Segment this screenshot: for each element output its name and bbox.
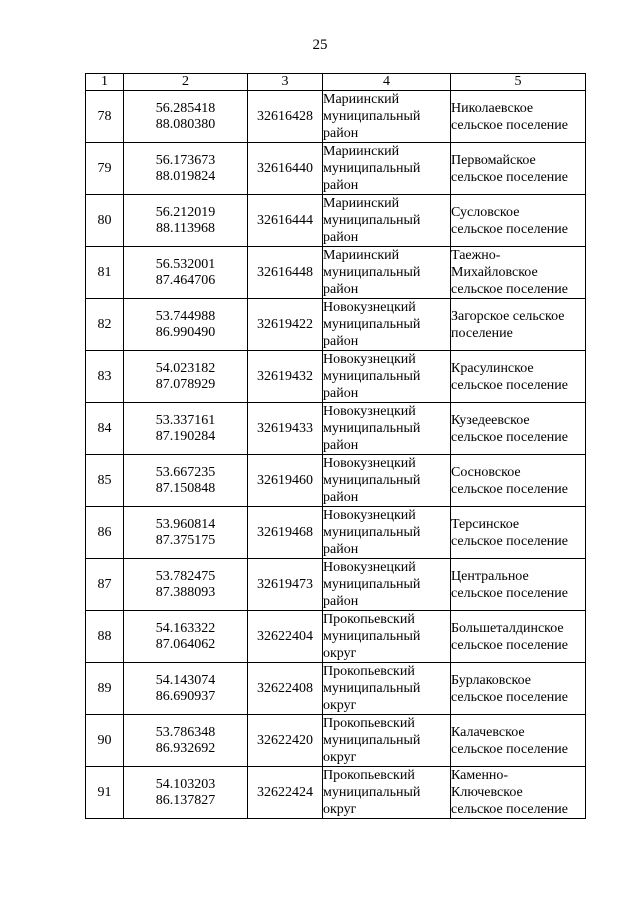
header-row xyxy=(86,74,586,91)
longitude: 87.375175 xyxy=(155,532,216,548)
municipality-line: Новокузнецкий xyxy=(323,404,416,419)
municipality-line: муниципальный xyxy=(323,161,421,176)
settlement-line: сельское поселение xyxy=(451,282,568,297)
oktmo-code-cell: 32619473 xyxy=(248,559,323,611)
municipality-line: район xyxy=(323,282,359,297)
municipality-line: муниципальный xyxy=(323,265,421,280)
settlement-line: Михайловское xyxy=(451,265,538,280)
settlement-line: Первомайское xyxy=(451,152,536,168)
municipality-cell xyxy=(323,351,451,403)
settlement-cell xyxy=(451,663,586,715)
municipality-line: Новокузнецкий xyxy=(323,560,416,575)
settlement-line: Калачевское xyxy=(451,724,525,740)
municipality-line: Прокопьевский xyxy=(323,612,415,627)
row-number-cell: 80 xyxy=(86,195,124,247)
settlement-line: Ключевское xyxy=(451,785,523,800)
municipality-line: Новокузнецкий xyxy=(323,456,416,471)
longitude: 87.388093 xyxy=(155,584,216,600)
municipality-cell xyxy=(323,663,451,715)
municipality-line: муниципальный xyxy=(323,473,421,488)
municipality-line: муниципальный xyxy=(323,109,421,124)
municipality-cell xyxy=(323,247,451,299)
municipality-line: муниципальный xyxy=(323,525,421,540)
longitude: 88.019824 xyxy=(155,168,216,184)
table-row xyxy=(86,299,586,351)
settlement-line: Кузедеевское xyxy=(451,412,530,428)
table-row xyxy=(86,143,586,195)
municipality-line: Мариинский xyxy=(323,144,400,159)
coordinates-cell xyxy=(124,611,248,663)
coordinates-cell xyxy=(124,715,248,767)
latitude: 53.782475 xyxy=(155,568,216,584)
municipality-line: Мариинский xyxy=(323,196,400,211)
settlement-line: сельское поселение xyxy=(451,429,568,445)
latitude: 54.023182 xyxy=(155,360,216,376)
municipality-cell xyxy=(323,767,451,819)
longitude: 87.078929 xyxy=(155,376,216,392)
settlement-line: сельское поселение xyxy=(451,221,568,237)
settlement-cell xyxy=(451,611,586,663)
settlement-cell xyxy=(451,507,586,559)
oktmo-code-cell: 32616448 xyxy=(248,247,323,299)
settlement-line: Центральное xyxy=(451,568,529,584)
municipality-line: район xyxy=(323,542,359,557)
settlement-line: сельское поселение xyxy=(451,377,568,393)
municipality-line: Прокопьевский xyxy=(323,664,415,679)
settlement-cell xyxy=(451,715,586,767)
row-number-cell: 86 xyxy=(86,507,124,559)
longitude: 88.080380 xyxy=(155,116,216,132)
settlement-cell xyxy=(451,767,586,819)
municipality-line: район xyxy=(323,178,359,193)
coordinates-cell xyxy=(124,143,248,195)
municipality-line: муниципальный xyxy=(323,577,421,592)
oktmo-code-cell: 32616444 xyxy=(248,195,323,247)
row-number-cell: 81 xyxy=(86,247,124,299)
municipality-line: муниципальный xyxy=(323,421,421,436)
coordinates-cell xyxy=(124,507,248,559)
latitude: 53.960814 xyxy=(155,516,216,532)
municipality-line: Прокопьевский xyxy=(323,768,415,783)
table-row xyxy=(86,507,586,559)
header-cell: 4 xyxy=(323,74,451,91)
municipality-line: муниципальный xyxy=(323,629,421,644)
coordinates-cell xyxy=(124,559,248,611)
row-number-cell: 89 xyxy=(86,663,124,715)
latitude: 53.744988 xyxy=(155,308,216,324)
oktmo-code-cell: 32622424 xyxy=(248,767,323,819)
latitude: 56.173673 xyxy=(155,152,216,168)
coordinates-cell xyxy=(124,299,248,351)
row-number-cell: 78 xyxy=(86,91,124,143)
latitude: 53.337161 xyxy=(155,412,216,428)
coordinates-cell xyxy=(124,351,248,403)
settlement-line: Каменно- xyxy=(451,768,509,783)
row-number-cell: 83 xyxy=(86,351,124,403)
settlement-line: Терсинское xyxy=(451,516,520,532)
oktmo-code-cell: 32619422 xyxy=(248,299,323,351)
municipality-line: муниципальный xyxy=(323,681,421,696)
municipality-line: Прокопьевский xyxy=(323,716,415,731)
header-cell: 5 xyxy=(451,74,586,91)
settlements-table xyxy=(85,73,586,819)
municipality-line: район xyxy=(323,230,359,245)
longitude: 86.690937 xyxy=(155,688,216,704)
municipality-line: район xyxy=(323,594,359,609)
oktmo-code-cell: 32622420 xyxy=(248,715,323,767)
settlement-cell xyxy=(451,143,586,195)
oktmo-code-cell: 32619433 xyxy=(248,403,323,455)
settlement-line: Красулинское xyxy=(451,360,534,376)
oktmo-code-cell: 32619460 xyxy=(248,455,323,507)
row-number-cell: 87 xyxy=(86,559,124,611)
latitude: 53.667235 xyxy=(155,464,216,480)
municipality-cell xyxy=(323,195,451,247)
municipality-line: район xyxy=(323,126,359,141)
municipality-line: округ xyxy=(323,750,357,765)
row-number-cell: 90 xyxy=(86,715,124,767)
settlement-line: Николаевское xyxy=(451,100,534,116)
settlement-cell xyxy=(451,195,586,247)
table-row xyxy=(86,351,586,403)
settlement-line: Таежно- xyxy=(451,248,501,263)
settlement-cell xyxy=(451,299,586,351)
settlement-line: сельское поселение xyxy=(451,117,568,133)
longitude: 86.990490 xyxy=(155,324,216,340)
municipality-line: муниципальный xyxy=(323,213,421,228)
coordinates-cell xyxy=(124,767,248,819)
settlement-line: Сосновское xyxy=(451,464,521,480)
municipality-cell xyxy=(323,91,451,143)
table-row xyxy=(86,247,586,299)
settlement-cell xyxy=(451,247,586,299)
oktmo-code-cell: 32622408 xyxy=(248,663,323,715)
settlement-line: Сусловское xyxy=(451,204,520,220)
municipality-line: муниципальный xyxy=(323,733,421,748)
settlement-line: Бурлаковское xyxy=(451,672,532,688)
header-cell: 1 xyxy=(86,74,124,91)
table-body xyxy=(86,91,586,819)
settlement-line: сельское поселение xyxy=(451,481,568,497)
settlement-line: поселение xyxy=(451,325,513,341)
municipality-cell xyxy=(323,611,451,663)
municipality-cell xyxy=(323,403,451,455)
municipality-cell xyxy=(323,715,451,767)
coordinates-cell xyxy=(124,247,248,299)
row-number-cell: 85 xyxy=(86,455,124,507)
municipality-cell xyxy=(323,299,451,351)
municipality-line: Мариинский xyxy=(323,92,400,107)
oktmo-code-cell: 32616440 xyxy=(248,143,323,195)
row-number-cell: 91 xyxy=(86,767,124,819)
coordinates-cell xyxy=(124,195,248,247)
header-cell: 3 xyxy=(248,74,323,91)
table-row xyxy=(86,559,586,611)
municipality-line: муниципальный xyxy=(323,317,421,332)
coordinates-cell xyxy=(124,403,248,455)
municipality-line: муниципальный xyxy=(323,785,421,800)
municipality-cell xyxy=(323,143,451,195)
municipality-line: муниципальный xyxy=(323,369,421,384)
settlement-line: Загорское сельское xyxy=(451,308,565,324)
table-row xyxy=(86,715,586,767)
longitude: 87.464706 xyxy=(155,272,216,288)
oktmo-code-cell: 32619468 xyxy=(248,507,323,559)
longitude: 86.932692 xyxy=(155,740,216,756)
oktmo-code-cell: 32616428 xyxy=(248,91,323,143)
settlement-line: сельское поселение xyxy=(451,689,568,705)
settlement-cell xyxy=(451,403,586,455)
latitude: 53.786348 xyxy=(155,724,216,740)
row-number-cell: 88 xyxy=(86,611,124,663)
municipality-line: Мариинский xyxy=(323,248,400,263)
municipality-line: район xyxy=(323,438,359,453)
municipality-cell xyxy=(323,507,451,559)
longitude: 86.137827 xyxy=(155,792,216,808)
settlement-line: сельское поселение xyxy=(451,802,568,817)
longitude: 87.190284 xyxy=(155,428,216,444)
municipality-cell xyxy=(323,455,451,507)
table-row xyxy=(86,455,586,507)
oktmo-code-cell: 32622404 xyxy=(248,611,323,663)
coordinates-cell xyxy=(124,91,248,143)
latitude: 54.103203 xyxy=(155,776,216,792)
table-row xyxy=(86,91,586,143)
settlement-cell xyxy=(451,91,586,143)
coordinates-cell xyxy=(124,455,248,507)
municipality-cell xyxy=(323,559,451,611)
settlement-line: Большеталдинское xyxy=(451,620,564,636)
longitude: 88.113968 xyxy=(156,220,215,236)
municipality-line: округ xyxy=(323,802,357,817)
latitude: 56.285418 xyxy=(155,100,216,116)
municipality-line: Новокузнецкий xyxy=(323,508,416,523)
latitude: 54.163322 xyxy=(155,620,216,636)
municipality-line: Новокузнецкий xyxy=(323,352,416,367)
header-cell: 2 xyxy=(124,74,248,91)
settlement-line: сельское поселение xyxy=(451,533,568,549)
page-number: 25 xyxy=(312,37,328,53)
table-row xyxy=(86,195,586,247)
municipality-line: район xyxy=(323,334,359,349)
settlement-cell xyxy=(451,351,586,403)
latitude: 56.212019 xyxy=(155,204,216,220)
table-row xyxy=(86,663,586,715)
table-row xyxy=(86,611,586,663)
row-number-cell: 82 xyxy=(86,299,124,351)
row-number-cell: 79 xyxy=(86,143,124,195)
municipality-line: Новокузнецкий xyxy=(323,300,416,315)
settlement-cell xyxy=(451,559,586,611)
settlement-line: сельское поселение xyxy=(451,741,568,757)
latitude: 56.532001 xyxy=(155,256,216,272)
table-row xyxy=(86,767,586,819)
settlement-line: сельское поселение xyxy=(451,585,568,601)
row-number-cell: 84 xyxy=(86,403,124,455)
longitude: 87.150848 xyxy=(155,480,216,496)
coordinates-cell xyxy=(124,663,248,715)
settlement-cell xyxy=(451,455,586,507)
latitude: 54.143074 xyxy=(155,672,216,688)
municipality-line: район xyxy=(323,386,359,401)
longitude: 87.064062 xyxy=(155,636,216,652)
municipality-line: район xyxy=(323,490,359,505)
settlement-line: сельское поселение xyxy=(451,169,568,185)
municipality-line: округ xyxy=(323,698,357,713)
settlement-line: сельское поселение xyxy=(451,637,568,653)
table-row xyxy=(86,403,586,455)
municipality-line: округ xyxy=(323,646,357,661)
oktmo-code-cell: 32619432 xyxy=(248,351,323,403)
